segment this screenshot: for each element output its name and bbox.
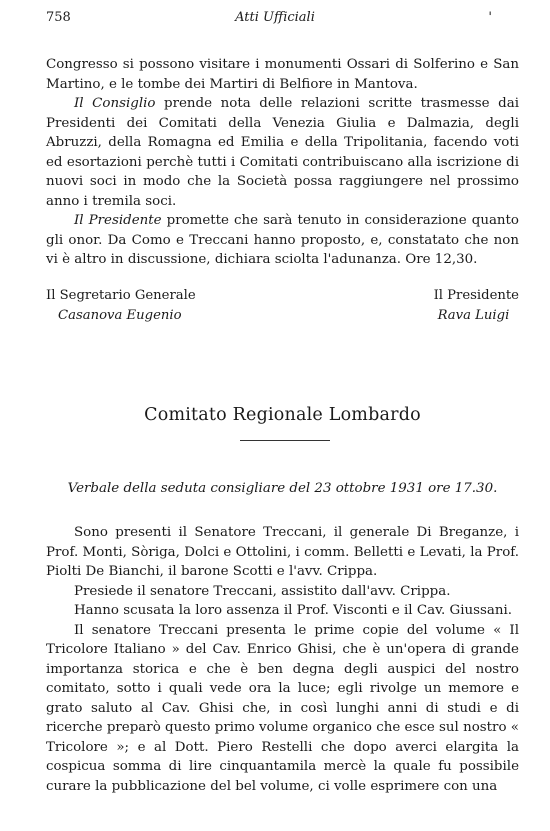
secretary-name: Casanova Eugenio (58, 307, 182, 323)
council-lead: Il Consiglio (74, 96, 156, 111)
paragraph-volume: Il senatore Treccani presenta le prime copie del volume « Il Tricolore Italiano » del Cav. Enrico Ghisi, che è un'opera di grande importanza storica e che è ben degna degli auspici del nostro comitato, sotto i quali vede ora la luce; egli rivolge un memore e grato saluto al Cav. Ghisi che, in così lunghi anni di studi e di ricerche preparò questo primo volume organico che esce sul nostro « Tricolore »; e al Dott. Piero Restelli che dopo averci elargita la cospicua somma di lire cinquantamila mercè la quale fu possibile curare la pubblicazione del bel volume, ci volle esprimere con una (46, 622, 519, 794)
section-title: Comitato Regionale Lombardo (144, 405, 421, 425)
page-number: 758 (46, 10, 71, 25)
minutes-heading: Verbale della seduta consigliare del 23 ottobre 1931 ore 17.30. (67, 481, 498, 496)
signature-president (434, 286, 519, 325)
paragraph-president (46, 211, 519, 270)
president-name: Rava Luigi (437, 307, 510, 323)
paragraph-absences: Hanno scusata la loro assenza il Prof. Visconti e il Cav. Giussani. (74, 603, 513, 618)
header-mark: ' (488, 10, 492, 25)
title-divider (240, 440, 330, 441)
president-text: promette che sarà tenuto in considerazione quanto gli onor. Da Como e Treccani hanno proposto, e, constatato che non vi è altro in discussione, dichiara sciolta l'adunanza. Ore 12,30. (46, 213, 519, 267)
running-title: Atti Ufficiali (235, 10, 315, 25)
paragraph-congress: Congresso si possono visitare i monumenti Ossari di Solferino e San Martino, e le tombe dei Martiri di Belfiore in Mantova. (46, 57, 519, 92)
paragraph-attendees: Sono presenti il Senatore Treccani, il generale Di Breganze, i Prof. Monti, Sòriga, Dolci e Ottolini, i comm. Belletti e Levati, la Prof. Piolti De Bianchi, il barone Scotti e l'avv. Crippa. (46, 525, 519, 579)
president-lead: Il Presidente (74, 213, 162, 228)
secretary-title: Il Segretario Generale (46, 288, 196, 303)
paragraph-chair: Presiede il senatore Treccani, assistito dall'avv. Crippa. (74, 583, 451, 599)
signature-secretary (46, 286, 196, 325)
top-section (46, 55, 519, 270)
president-title: Il Presidente (433, 288, 519, 303)
paragraph-council (46, 94, 519, 211)
page-header (46, 8, 504, 28)
council-text: prende nota delle relazioni scritte trasmesse dai Presidenti dei Comitati della Venezia Giulia e Dalmazia, degli Abruzzi, della Romagna ed Emilia e della Tripolitania, facendo voti ed esortazioni perchè tutti i Comitati contribuiscano alla iscrizione di nuovi soci in modo che la Società possa raggiungere nel prossimo anno i tremila soci. (46, 96, 519, 209)
body-section (46, 523, 519, 796)
